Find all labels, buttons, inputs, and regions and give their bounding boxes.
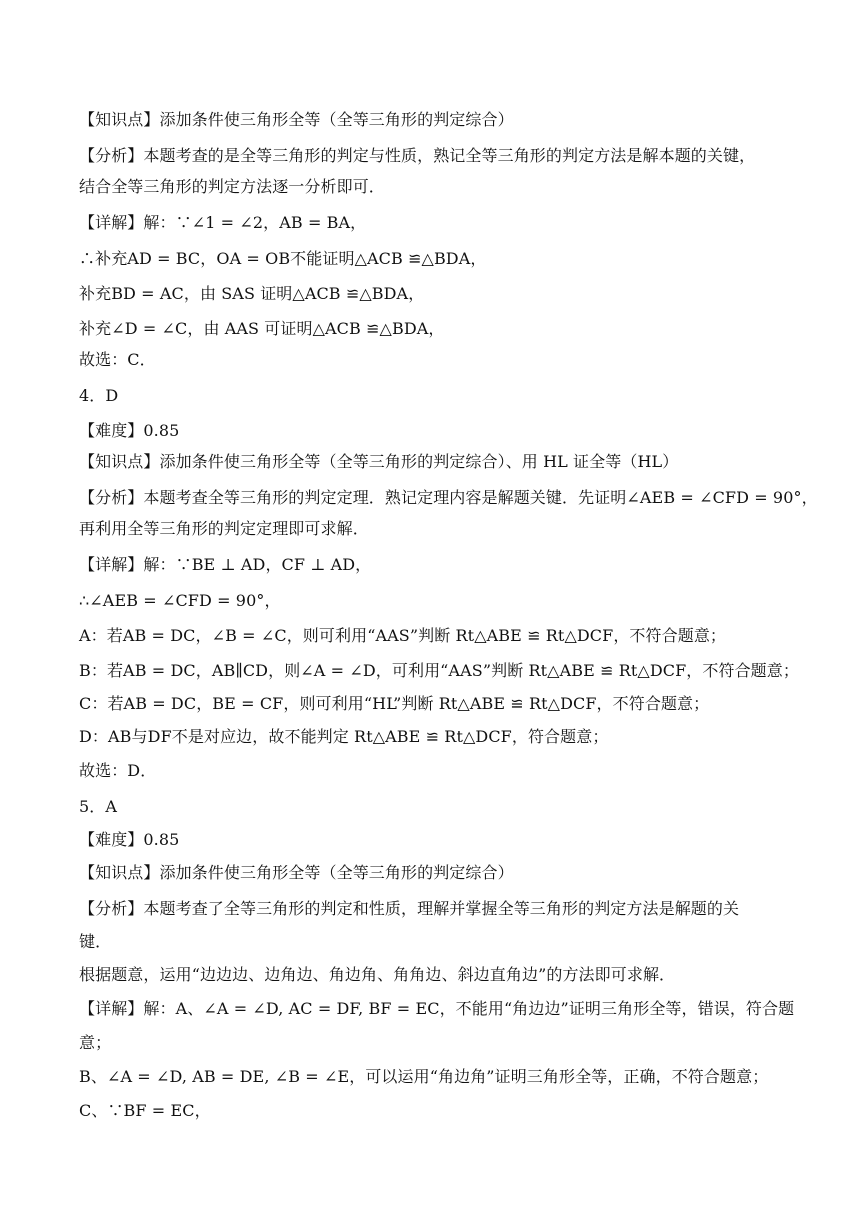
option-d-line: D：AB与DF不是对应边，故不能判定 Rt△ABE ≌ Rt△DCF，符合题意； (79, 727, 609, 746)
solution-line: 【详解】解：A、∠A = ∠D, AC = DF, BF = EC，不能用“角边边”证明三角形全等，错误，符合题 (79, 999, 795, 1018)
knowledge-point-line: 【知识点】添加条件使三角形全等（全等三角形的判定综合） (79, 863, 514, 882)
solution-line: 【详解】解：∵BE ⊥ AD，CF ⊥ AD， (79, 555, 372, 574)
difficulty-line: 【难度】0.85 (79, 421, 180, 440)
solution-step: ∴补充AD = BC，OA = OB不能证明△ACB ≌△BDA， (79, 249, 487, 268)
analysis-line: 【分析】本题考查的是全等三角形的判定与性质，熟记全等三角形的判定方法是解本题的关键， (79, 146, 756, 165)
knowledge-point-line: 【知识点】添加条件使三角形全等（全等三角形的判定综合）、用 HL 证全等（HL） (79, 452, 679, 471)
solution-step: 补充∠D = ∠C，由 AAS 可证明△ACB ≌△BDA， (79, 319, 445, 338)
answer-line: 故选：D． (79, 761, 157, 780)
option-c-line: C：若AB = DC，BE = CF，则可利用“HL”判断 Rt△ABE ≌ Rt△DCF，不符合题意； (79, 694, 710, 713)
analysis-line-continued: 键． (79, 932, 112, 951)
analysis-line: 【分析】本题考查了全等三角形的判定和性质，理解并掌握全等三角形的判定方法是解题的关 (79, 899, 740, 918)
answer-line: 故选：C． (79, 350, 156, 369)
solution-step: ∴∠AEB = ∠CFD = 90°， (79, 591, 281, 610)
solution-line: 【详解】解：∵∠1 = ∠2，AB = BA， (79, 213, 367, 232)
analysis-method-line: 根据题意，运用“边边边、边角边、角边角、角角边、斜边直角边”的方法即可求解． (79, 965, 676, 984)
analysis-line-continued: 再利用全等三角形的判定定理即可求解． (79, 519, 369, 538)
solution-step: 补充BD = AC，由 SAS 证明△ACB ≌△BDA， (79, 284, 425, 303)
knowledge-point-line: 【知识点】添加条件使三角形全等（全等三角形的判定综合） (79, 110, 514, 129)
analysis-line-continued: 结合全等三角形的判定方法逐一分析即可． (79, 177, 385, 196)
option-b-line: B、∠A = ∠D, AB = DE, ∠B = ∠E，可以运用“角边角”证明三角形全等，正确，不符合题意； (79, 1067, 769, 1086)
difficulty-line: 【难度】0.85 (79, 830, 180, 849)
option-c-line: C、∵BF = EC， (79, 1101, 211, 1120)
option-a-line: A：若AB = DC，∠B = ∠C，则可利用“AAS”判断 Rt△ABE ≌ Rt△DCF，不符合题意； (79, 626, 727, 645)
question-number-line: 4．D (79, 386, 119, 405)
option-b-line: B：若AB = DC，AB∥CD，则∠A = ∠D，可利用“AAS”判断 Rt△ABE ≌ Rt△DCF，不符合题意； (79, 661, 799, 680)
solution-line-continued: 意； (79, 1033, 112, 1052)
analysis-line: 【分析】本题考查全等三角形的判定定理．熟记定理内容是解题关键．先证明∠AEB = ∠CFD = 90°， (79, 488, 818, 507)
question-number-line: 5．A (79, 797, 118, 816)
